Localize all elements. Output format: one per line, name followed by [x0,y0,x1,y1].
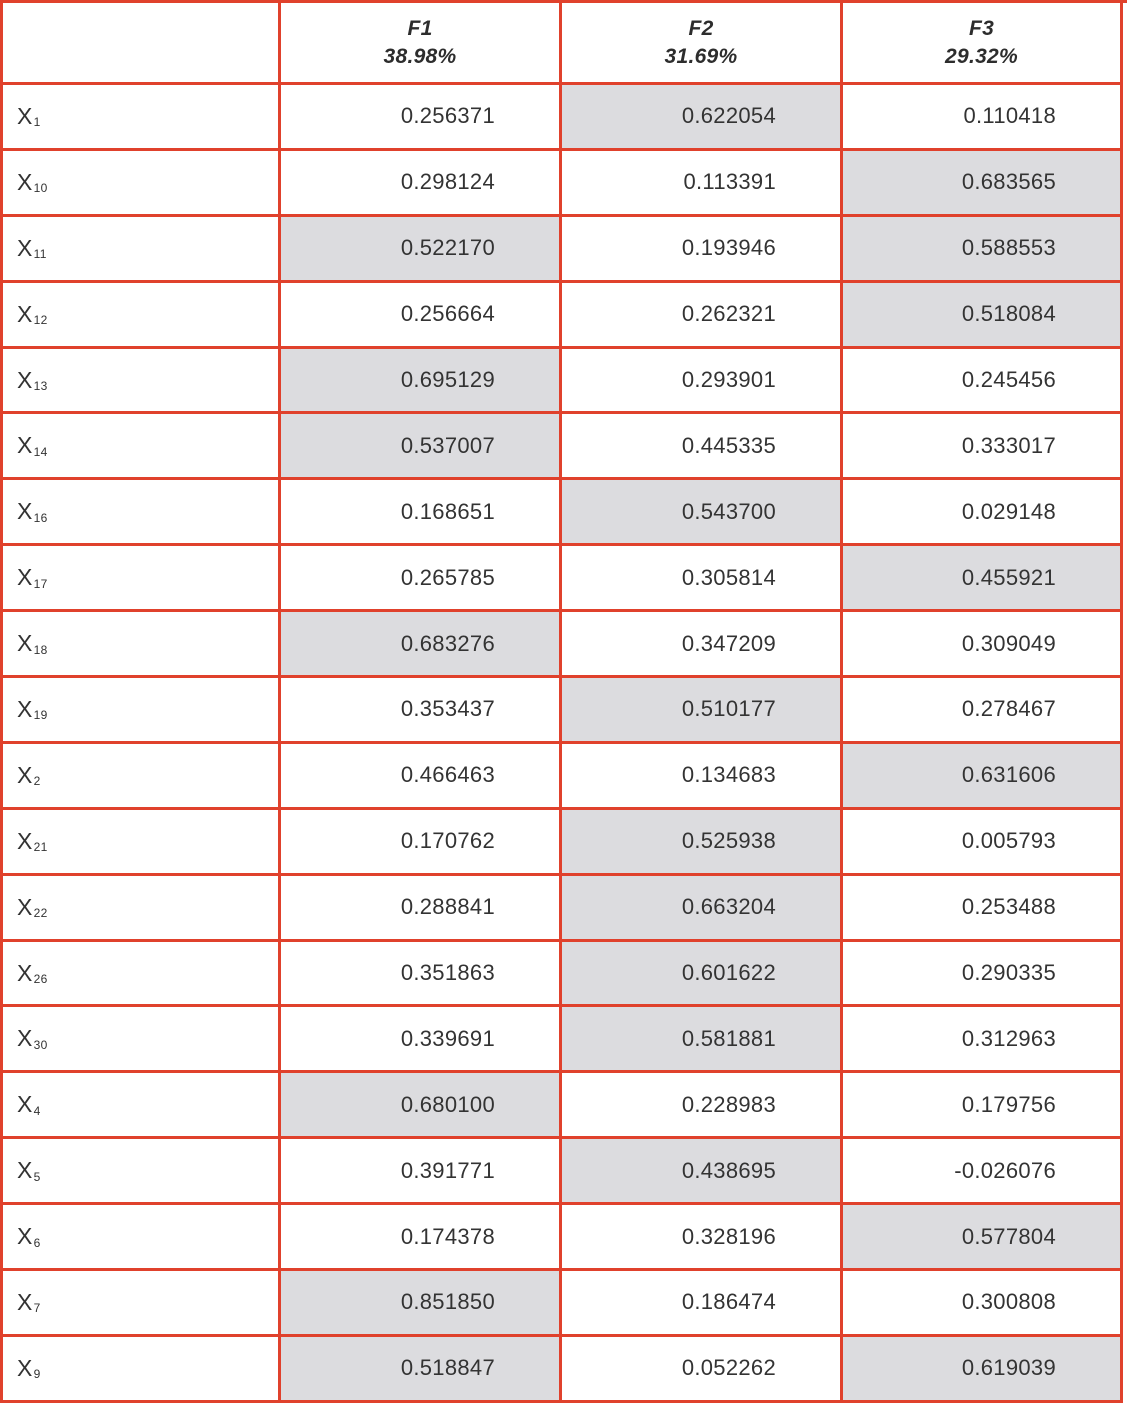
variable-name: X [17,102,33,129]
loading-cell: 0.134683 [562,744,843,810]
loading-cell: 0.305814 [562,546,843,612]
row-label [3,217,281,283]
loading-cell: 0.179756 [843,1073,1123,1139]
variable-subscript: 4 [33,1103,41,1118]
variable-name: X [17,366,33,393]
loading-cell: 0.113391 [562,151,843,217]
row-label [3,744,281,810]
column-header-f1 [281,3,562,85]
loading-cell: 0.193946 [562,217,843,283]
row-label [3,1139,281,1205]
variable-name: X [17,695,33,722]
loading-cell: 0.186474 [562,1271,843,1337]
loading-cell: 0.543700 [562,480,843,546]
row-label [3,480,281,546]
variable-subscript: 17 [33,576,48,591]
loading-cell: 0.339691 [281,1007,562,1073]
loading-cell: -0.026076 [843,1139,1123,1205]
loading-cell: 0.577804 [843,1205,1123,1271]
variable-subscript: 13 [33,379,48,393]
row-label [3,1271,281,1337]
loading-cell: 0.333017 [843,414,1123,480]
row-label [3,810,281,876]
row-label [3,1007,281,1073]
variable-subscript: 7 [33,1301,41,1316]
loading-cell: 0.351863 [281,942,562,1008]
column-header-f2 [562,3,843,85]
loading-cell: 0.851850 [281,1271,562,1337]
loading-cell: 0.663204 [562,876,843,942]
variable-subscript: 26 [33,972,48,987]
loading-cell: 0.522170 [281,217,562,283]
loading-cell: 0.256371 [281,85,562,151]
loading-cell: 0.300808 [843,1271,1123,1337]
loading-cell: 0.581881 [562,1007,843,1073]
variable-name: X [17,761,33,788]
variable-subscript: 14 [33,444,48,459]
loading-cell: 0.683276 [281,612,562,678]
row-label [3,546,281,612]
variable-name: X [17,300,33,327]
variable-name: X [17,893,33,920]
loading-cell: 0.588553 [843,217,1123,283]
loading-cell: 0.298124 [281,151,562,217]
loading-cell: 0.445335 [562,414,843,480]
loading-cell: 0.601622 [562,942,843,1008]
loading-cell: 0.110418 [843,85,1123,151]
variable-subscript: 6 [33,1235,41,1250]
row-label [3,151,281,217]
row-label [3,1205,281,1271]
loading-cell: 0.518847 [281,1337,562,1403]
loading-cell: 0.256664 [281,283,562,349]
variable-subscript: 18 [33,642,48,657]
variable-name: X [17,498,33,525]
variable-name: X [17,234,33,261]
row-label [3,678,281,744]
variable-name: X [17,1091,33,1118]
variable-name: X [17,630,33,657]
row-label [3,942,281,1008]
variable-name: X [17,959,33,986]
loading-cell: 0.312963 [843,1007,1123,1073]
variable-subscript: 1 [33,115,41,130]
row-label [3,1337,281,1403]
loading-cell: 0.525938 [562,810,843,876]
loading-cell: 0.005793 [843,810,1123,876]
variable-subscript: 10 [33,181,48,196]
variable-subscript: 22 [33,906,48,921]
column-header-variance: 38.98% [383,44,457,68]
column-header-name: F3 [968,16,995,40]
variable-subscript: 16 [33,510,48,525]
variable-subscript: 9 [33,1367,41,1382]
loading-cell: 0.455921 [843,546,1123,612]
variable-name: X [17,1288,33,1315]
row-label [3,612,281,678]
column-header-name: F2 [688,16,714,40]
loading-cell: 0.052262 [562,1337,843,1403]
loading-cell: 0.631606 [843,744,1123,810]
row-label [3,1073,281,1139]
row-label [3,283,281,349]
loading-cell: 0.253488 [843,876,1123,942]
variable-subscript: 11 [33,247,47,262]
loading-cell: 0.029148 [843,480,1123,546]
loading-cell: 0.328196 [562,1205,843,1271]
loading-cell: 0.466463 [281,744,562,810]
loading-cell: 0.438695 [562,1139,843,1205]
row-label [3,349,281,415]
row-label [3,876,281,942]
column-header-variance: 29.32% [944,44,1019,68]
loading-cell: 0.347209 [562,612,843,678]
row-label [3,414,281,480]
loading-cell: 0.265785 [281,546,562,612]
loading-cell: 0.510177 [562,678,843,744]
loading-cell: 0.170762 [281,810,562,876]
loading-cell: 0.619039 [843,1337,1123,1403]
variable-name: X [17,432,33,459]
variable-name: X [17,1157,33,1184]
loading-cell: 0.278467 [843,678,1123,744]
loading-cell: 0.622054 [562,85,843,151]
loading-cell: 0.309049 [843,612,1123,678]
loading-cell: 0.168651 [281,480,562,546]
loading-cell: 0.391771 [281,1139,562,1205]
loading-cell: 0.174378 [281,1205,562,1271]
variable-name: X [17,168,33,195]
variable-subscript: 2 [33,774,41,789]
variable-subscript: 30 [33,1037,48,1052]
loading-cell: 0.288841 [281,876,562,942]
loading-cell: 0.518084 [843,283,1123,349]
column-header-variance: 31.69% [664,44,738,68]
variable-subscript: 21 [33,840,48,855]
variable-subscript: 19 [33,708,48,723]
loading-cell: 0.293901 [562,349,843,415]
loading-cell: 0.228983 [562,1073,843,1139]
variable-name: X [17,1354,33,1381]
variable-subscript: 12 [33,313,48,328]
column-header-f3 [843,3,1123,85]
loading-cell: 0.262321 [562,283,843,349]
loading-cell: 0.683565 [843,151,1123,217]
variable-name: X [17,1025,33,1052]
row-label [3,85,281,151]
variable-name: X [17,1223,33,1250]
loading-cell: 0.353437 [281,678,562,744]
variable-name: X [17,827,33,854]
header-corner-cell [3,3,281,85]
loading-cell: 0.290335 [843,942,1123,1008]
variable-name: X [17,564,33,591]
loading-cell: 0.245456 [843,349,1123,415]
loading-cell: 0.680100 [281,1073,562,1139]
loading-cell: 0.537007 [281,414,562,480]
variable-subscript: 5 [33,1169,41,1184]
loading-cell: 0.695129 [281,349,562,415]
column-header-name: F1 [407,16,433,40]
